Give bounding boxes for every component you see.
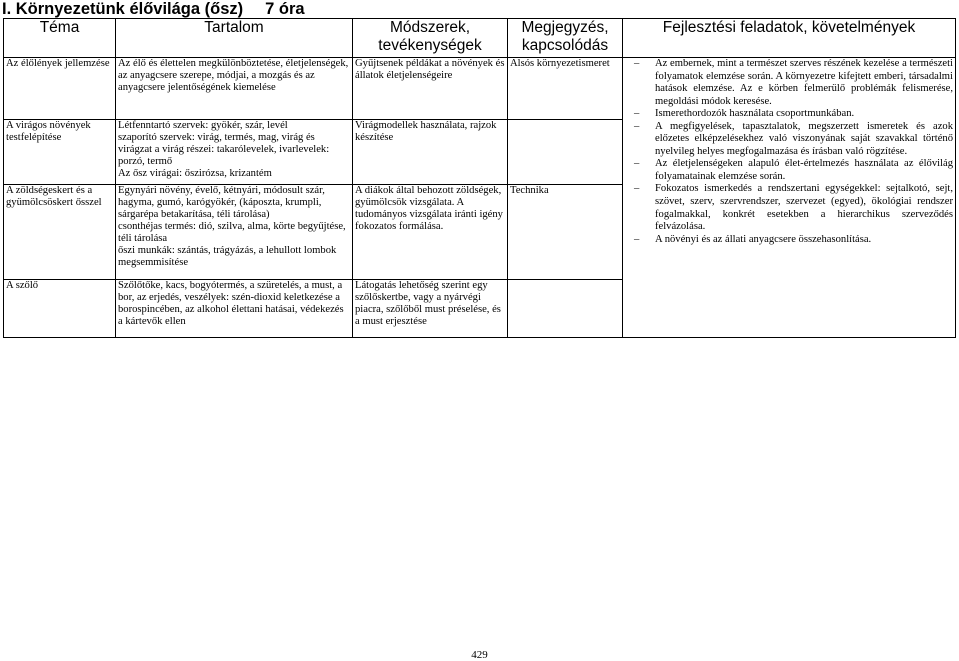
notes-cell: Alsós környezetismeret — [508, 58, 623, 120]
page-title — [2, 0, 305, 18]
column-header-methods: Módszerek, tevékenységek — [353, 19, 508, 58]
methods-cell: A diákok által behozott zöldségek, gyümölcsök vizsgálata. A tudományos vizsgálata iránti igény fokozatos formálása. — [353, 185, 508, 280]
hours-label: 7 óra — [265, 0, 305, 18]
topic-cell: Az élőlények jellemzése — [4, 58, 116, 120]
topic-cell: A szőlő — [4, 280, 116, 338]
topic-cell: A zöldségeskert és a gyümölcsöskert ősszel — [4, 185, 116, 280]
column-header-notes: Megjegyzés, kapcsolódás — [508, 19, 623, 58]
content-text: szaporító szervek: virág, termés, mag, virág és virágzat a virág részei: takarólevelek, ivarlevelek: porzó, termő — [118, 132, 330, 167]
content-cell — [116, 185, 353, 280]
topic-cell: A virágos növények testfelépítése — [4, 120, 116, 185]
column-header-content: Tartalom — [116, 19, 353, 58]
requirement-item: – Fokozatos ismerkedés a rendszertani egységekkel: sejtalkotó, sejt, szövet, szerv, szervrendszer, szervezet (egyed), ökológiai rendszer fogalmakkal, konkrét esetekben a hierarchikus szerveződés felvázolása. — [625, 183, 953, 233]
content-cell — [116, 58, 353, 120]
header-row — [4, 19, 956, 58]
requirement-item: – Az embernek, mint a természet szerves részének kezelése a természeti folyamatok elemzése során. A környezetre kifejtett emberi, társadalmi hatások elemzése. Az e körben felmerülő problémák felismerése, megoldási módok keresése. — [625, 58, 953, 108]
methods-cell: Virágmodellek használata, rajzok készítése — [353, 120, 508, 185]
content-text: Az élő és élettelen megkülönböztetése, életjelenségek, az anyagcsere szerepe, módjai, a mozgás és az anyagcsere jelentőségének kiemelése — [118, 58, 349, 93]
column-header-requirements: Fejlesztési feladatok, követelmények — [623, 19, 956, 58]
content-text: Létfenntartó szervek: gyökér, szár, levél — [118, 120, 288, 131]
methods-cell: Látogatás lehetőség szerint egy szőlőskertbe, vagy a nyárvégi piacra, szőlőből must préselése, és a must erjesztése — [353, 280, 508, 338]
page-number: 429 — [471, 649, 488, 661]
requirements-list — [625, 58, 953, 246]
requirement-item: – A növényi és az állati anyagcsere összehasonlítása. — [625, 234, 953, 247]
table-row — [4, 58, 956, 120]
content-text: Az ősz virágai: őszirózsa, krizantém — [118, 168, 272, 179]
requirement-item: – Ismerethordozók használata csoportmunkában. — [625, 108, 953, 121]
requirement-item: – Az életjelenségeken alapuló élet-értelmezés használata az élővilág folyamatainak elemzése során. — [625, 158, 953, 183]
chapter-title: I. Környezetünk élővilága (ősz) — [2, 0, 244, 18]
notes-cell — [508, 280, 623, 338]
requirement-item: – A megfigyelések, tapasztalatok, megszerzett ismeretek és azok előzetes elképzelésekhez való viszonyának saját szavakkal történő nyelvileg helyes megfogalmazása és írásban való rögzítése. — [625, 121, 953, 159]
content-text: Szőlőtőke, kacs, bogyótermés, a szüretelés, a must, a bor, az erjedés, veszélyek: szén-dioxid keletkezése a borospincében, az alkohol élettani hatásai, védekezés a kártevők ellen — [118, 280, 344, 327]
requirements-cell — [623, 58, 956, 338]
content-text: őszi munkák: szántás, trágyázás, a lehullott lombok megsemmisítése — [118, 245, 337, 268]
notes-cell — [508, 120, 623, 185]
notes-cell: Technika — [508, 185, 623, 280]
column-header-topic: Téma — [4, 19, 116, 58]
content-cell — [116, 120, 353, 185]
content-cell — [116, 280, 353, 338]
content-text: Egynyári növény, évelő, kétnyári, módosult szár, hagyma, gumó, karógyökér, (káposzta, krumpli, sárgarépa betakarítása, téli tárolása) — [118, 185, 325, 220]
content-text: csonthéjas termés: dió, szilva, alma, körte begyűjtése, téli tárolása — [118, 221, 346, 244]
curriculum-table — [3, 18, 956, 338]
methods-cell: Gyűjtsenek példákat a növények és állatok életjelenségeire — [353, 58, 508, 120]
